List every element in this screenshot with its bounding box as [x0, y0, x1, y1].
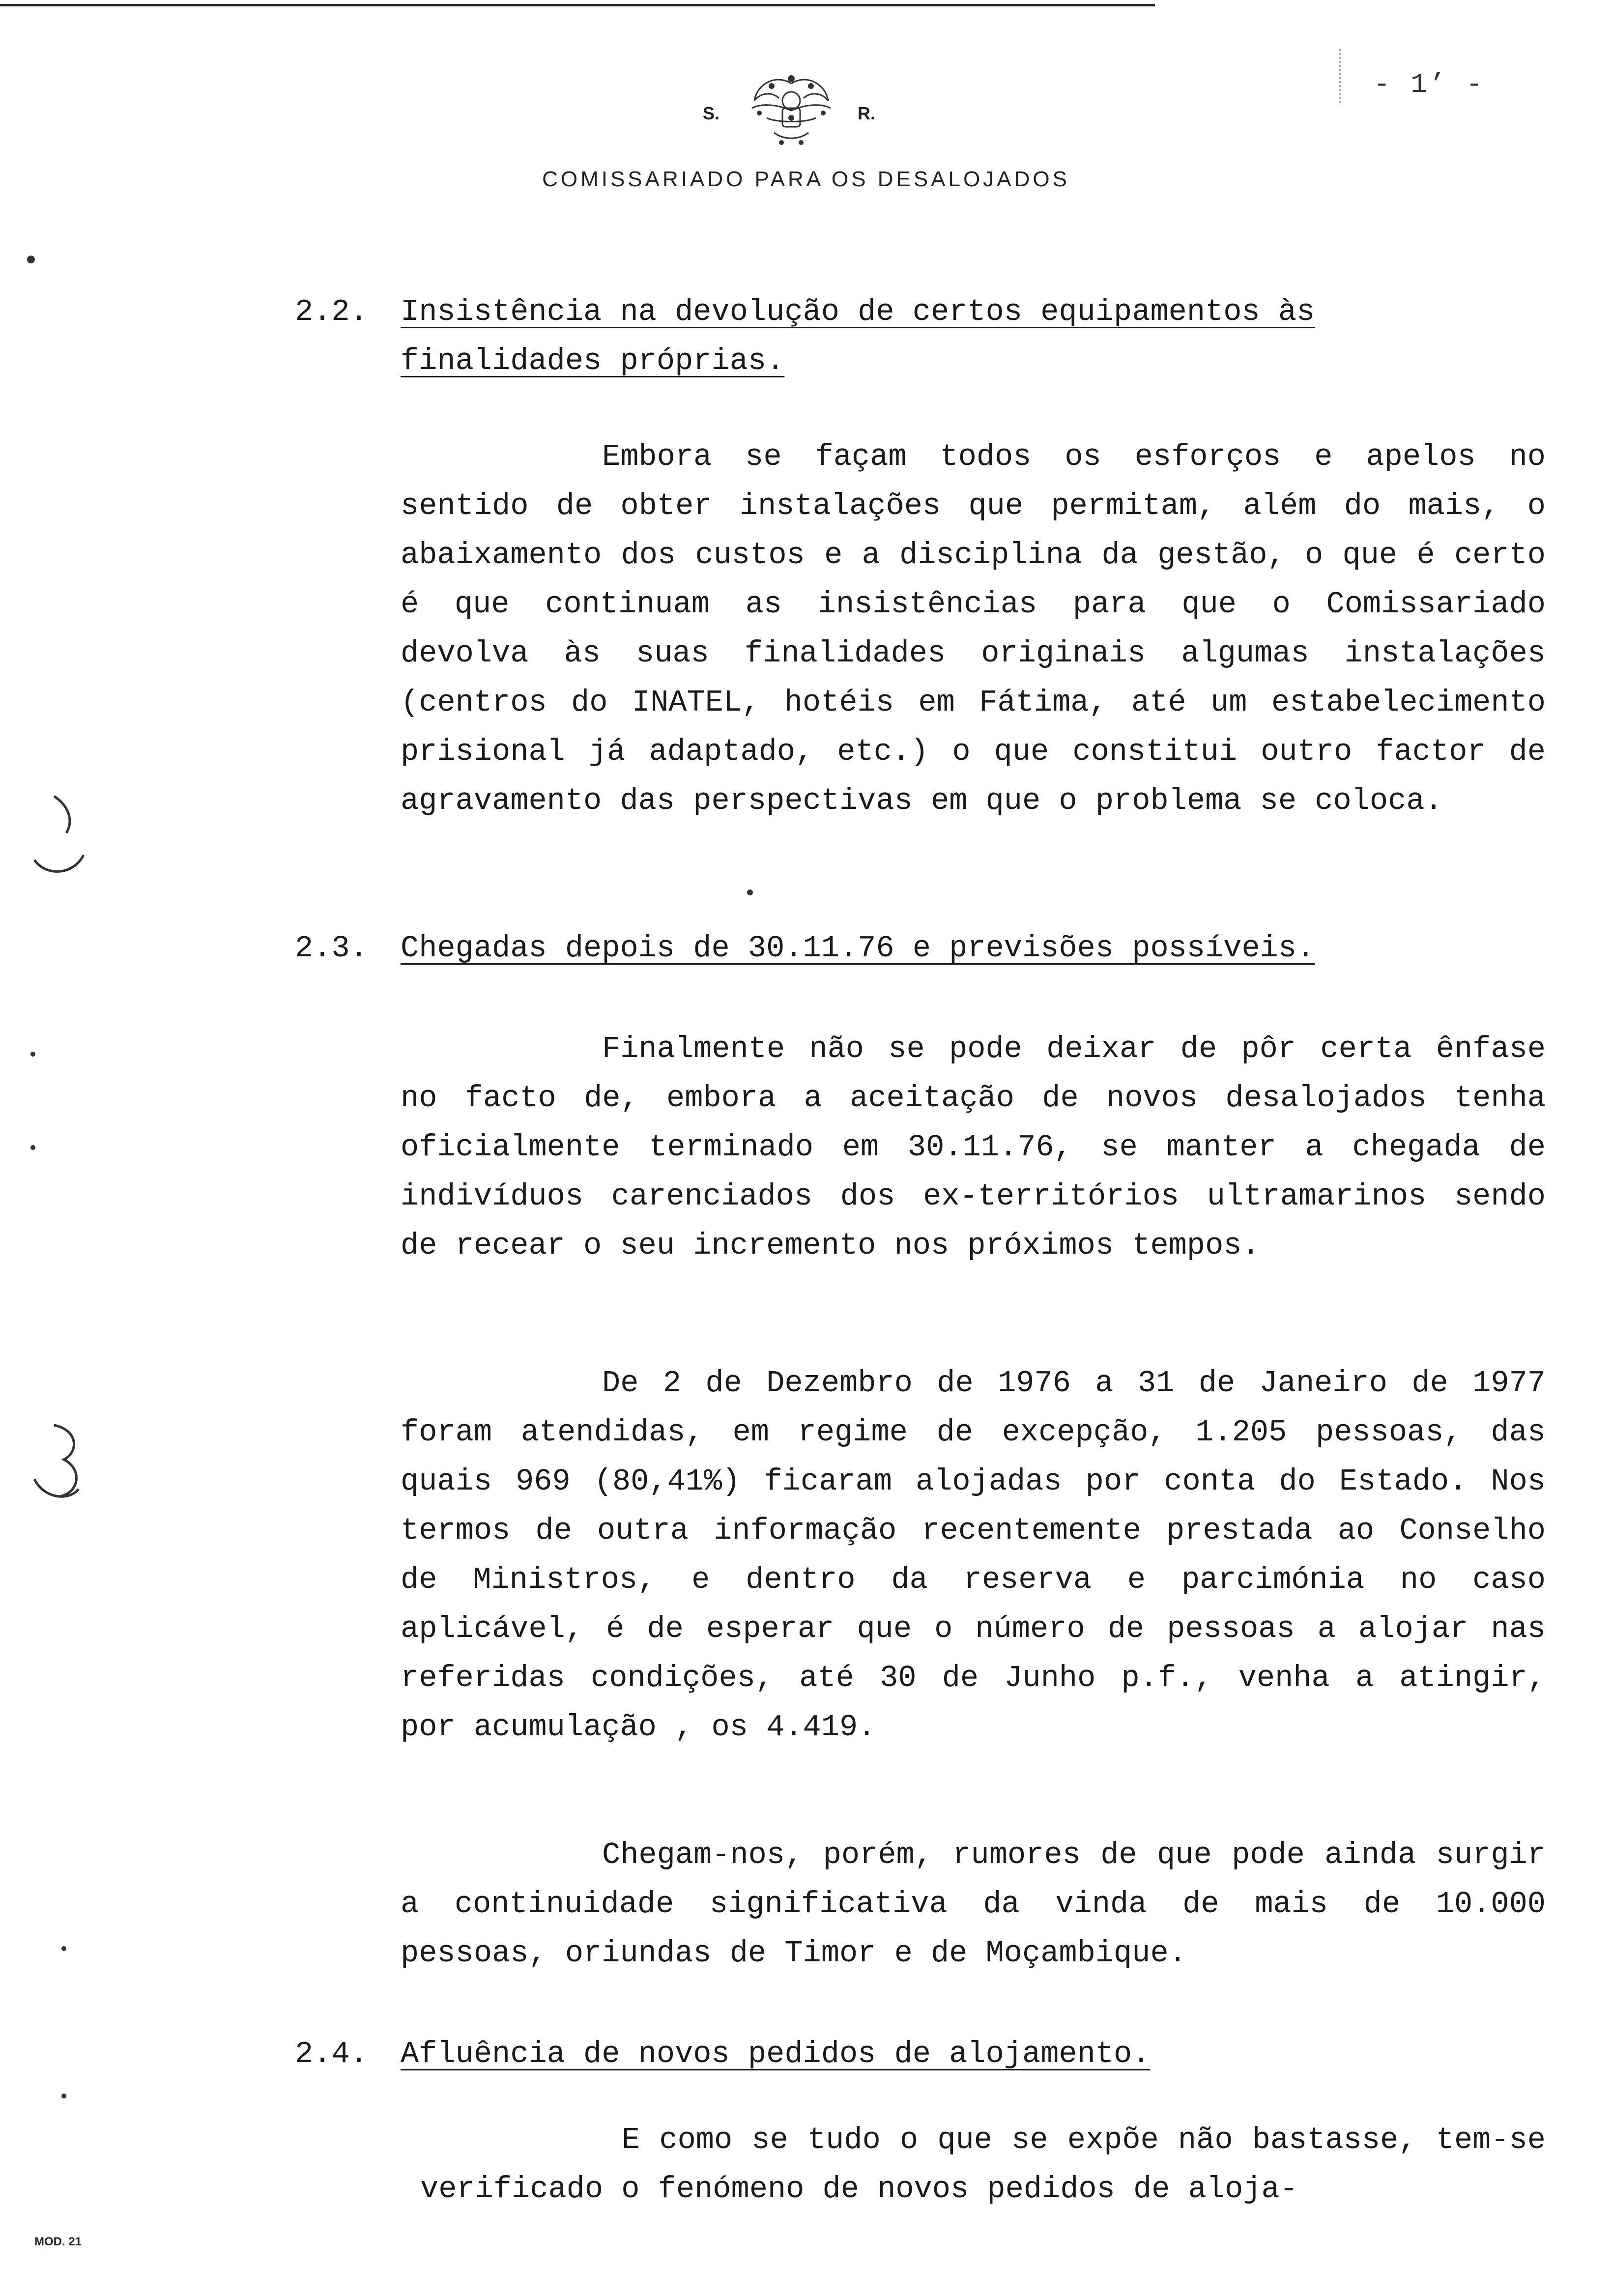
section-title: Afluência de novos pedidos de alojamento.	[401, 2037, 1151, 2071]
organization-name: COMISSARIADO PARA OS DESALOJADOS	[542, 167, 1070, 191]
margin-speck	[61, 2094, 66, 2098]
form-code: MOD. 21	[34, 2235, 82, 2248]
section-title: Chegadas depois de 30.11.76 e previsões possíveis.	[401, 931, 1315, 966]
margin-speck	[30, 1145, 35, 1150]
section-paragraph: Embora se façam todos os esforços e apelos no sentido de obter instalações que permitam, além do mais, o abaixamento dos custos e a disciplina da gestão, o que é certo é que continuam as insistências para que o Comissariado devolva às suas finalidades originais algumas instalações (centros do INATEL, hotéis em Fátima, até um estabelecimento prisional já adaptado, etc.) o que constitui outro factor de agravamento das perspectivas em que o problema se coloca.	[401, 439, 1546, 818]
section-title: Insistência na devolução de certos equipamentos às finalidades próprias.	[401, 294, 1315, 378]
section-paragraph: De 2 de Dezembro de 1976 a 31 de Janeiro de 1977 foram atendidas, em regime de excepção, 1.205 pessoas, das quais 969 (80,41%) ficaram alojadas por conta do Estado. Nos termos de outra informação recentemente prestada ao Conselho de Ministros, e dentro da reserva e parcimónia no caso aplicável, é de esperar que o número de pessoas a alojar nas referidas condições, até 30 de Junho p.f., venha a atingir, por acumulação , os 4.419.	[401, 1366, 1546, 1745]
section-paragraph: Finalmente não se pode deixar de pôr certa ênfase no facto de, embora a aceitação de novos desalojados tenha oficialmente terminado em 30.11.76, se manter a chegada de indivíduos carenciados dos ex-territórios ultramarinos sendo de recear o seu incremento nos próximos tempos.	[401, 1032, 1546, 1263]
margin-speck	[27, 256, 35, 263]
section-paragraph: E como se tudo o que se expõe não bastasse, tem-se verificado o fenómeno de novos pedidos de aloja-	[420, 2123, 1546, 2207]
header-right-initial: R.	[858, 103, 875, 123]
punch-hole-mark	[20, 786, 93, 885]
coat-of-arms-icon	[737, 74, 845, 147]
margin-speck	[747, 890, 753, 895]
header-left-initial: S.	[703, 103, 720, 123]
margin-speck	[61, 1946, 66, 1951]
section-number: 2.4.	[295, 2037, 368, 2071]
page-number: - 1’ -	[1374, 69, 1485, 100]
top-rule	[0, 4, 1155, 6]
section-number: 2.2.	[295, 294, 368, 329]
punch-hole-mark	[20, 1415, 93, 1514]
letterhead	[0, 74, 1612, 201]
section-number: 2.3.	[295, 931, 368, 966]
section-paragraph: Chegam-nos, porém, rumores de que pode ainda surgir a continuidade significativa da vinda de mais de 10.000 pessoas, oriundas de Timor e de Moçambique.	[401, 1837, 1546, 1971]
margin-speck	[30, 1052, 35, 1057]
